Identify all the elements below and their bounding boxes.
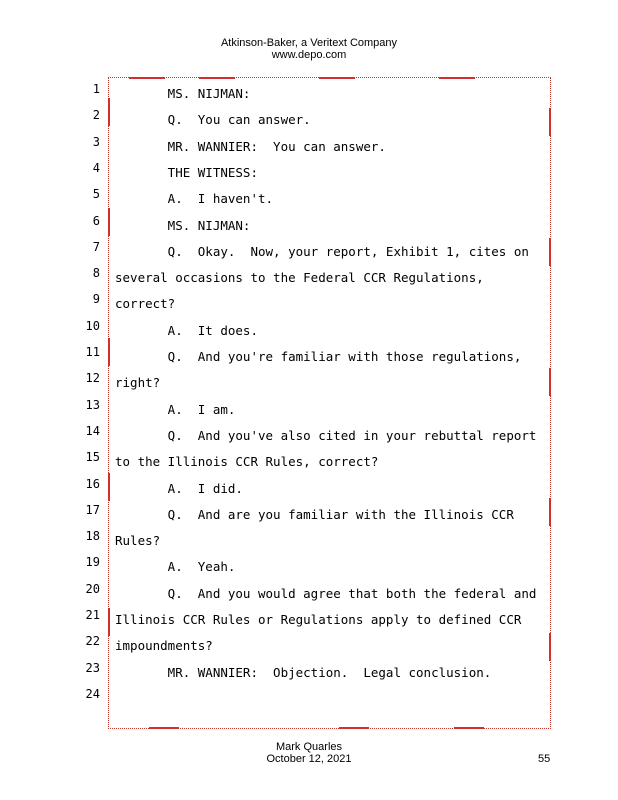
frame-tick [549,498,551,526]
line-number: 11 [85,345,100,359]
frame-tick [149,727,179,729]
frame-tick [549,368,551,396]
deposition-date: October 12, 2021 [266,753,352,765]
transcript-line: A. Yeah. [115,559,236,575]
transcript-line: Q. And you've also cited in your rebuttal report [115,427,537,443]
transcript-line: MR. WANNIER: Objection. Legal conclusion. [115,664,492,680]
transcript-line: impoundments? [115,638,213,654]
transcript-line: Q. And are you familiar with the Illinois CCR [115,506,514,522]
frame-tick [549,108,551,136]
page-header [0,37,618,61]
page-footer [0,741,618,765]
line-number: 24 [85,686,100,701]
line-number: 9 [92,292,100,307]
page-number: 55 [538,753,551,765]
line-number: 21 [85,608,100,622]
frame-tick [108,473,110,501]
frame-tick [339,727,369,729]
frame-tick [129,77,165,79]
transcript-line: Q. And you would agree that both the federal and [115,585,537,601]
transcript-line: A. I haven't. [115,191,274,207]
transcript-line: several occasions to the Federal CCR Regulations, [115,270,484,286]
line-number: 2 [92,108,100,123]
transcript-line: A. I am. [115,401,236,417]
line-number: 5 [92,187,100,202]
line-number: 4 [92,160,100,175]
frame-tick [108,338,110,366]
witness-name: Mark Quarles [275,741,343,753]
line-number: 14 [85,423,100,438]
frame-tick [549,633,551,661]
frame-tick [319,77,355,79]
line-number: 3 [92,134,100,149]
company-name: Atkinson-Baker, a Veritext Company [220,37,398,49]
transcript-line: Rules? [115,533,161,549]
transcript-line: Q. You can answer. [115,112,311,128]
transcript-line: A. I did. [115,480,243,496]
company-website: www.depo.com [271,49,347,61]
transcript-line: THE WITNESS: [115,164,258,180]
transcript-line: MR. WANNIER: You can answer. [115,138,386,154]
transcript-line: to the Illinois CCR Rules, correct? [115,454,379,470]
line-number: 1 [92,82,100,96]
frame-tick [199,77,235,79]
transcript-line: A. It does. [115,322,258,338]
transcript-line: MS. NIJMAN: [115,217,251,233]
line-number: 19 [85,555,100,570]
line-number: 7 [92,239,100,254]
line-number: 15 [85,450,100,465]
frame-tick [454,727,484,729]
frame-tick [549,238,551,266]
frame-tick [108,608,110,636]
line-number: 10 [85,318,100,333]
frame-tick [439,77,475,79]
line-number: 6 [92,213,100,228]
line-number: 22 [85,634,100,649]
line-number: 18 [85,529,100,544]
transcript-line: Q. Okay. Now, your report, Exhibit 1, cites on [115,243,529,259]
frame-tick [108,208,110,236]
line-number: 23 [85,660,100,675]
transcript-line: Illinois CCR Rules or Regulations apply to defined CCR [115,612,522,627]
line-number: 17 [85,502,100,517]
transcript-line: Q. And you're familiar with those regulations, [115,349,522,364]
transcript-line: right? [115,375,161,391]
line-number: 13 [85,397,100,412]
frame-tick [108,98,110,126]
line-number: 8 [92,266,100,281]
line-number: 12 [85,371,100,386]
line-number: 16 [85,476,100,491]
line-number: 20 [85,581,100,596]
transcript-line: correct? [115,296,176,312]
transcript-line: MS. NIJMAN: [115,86,251,101]
